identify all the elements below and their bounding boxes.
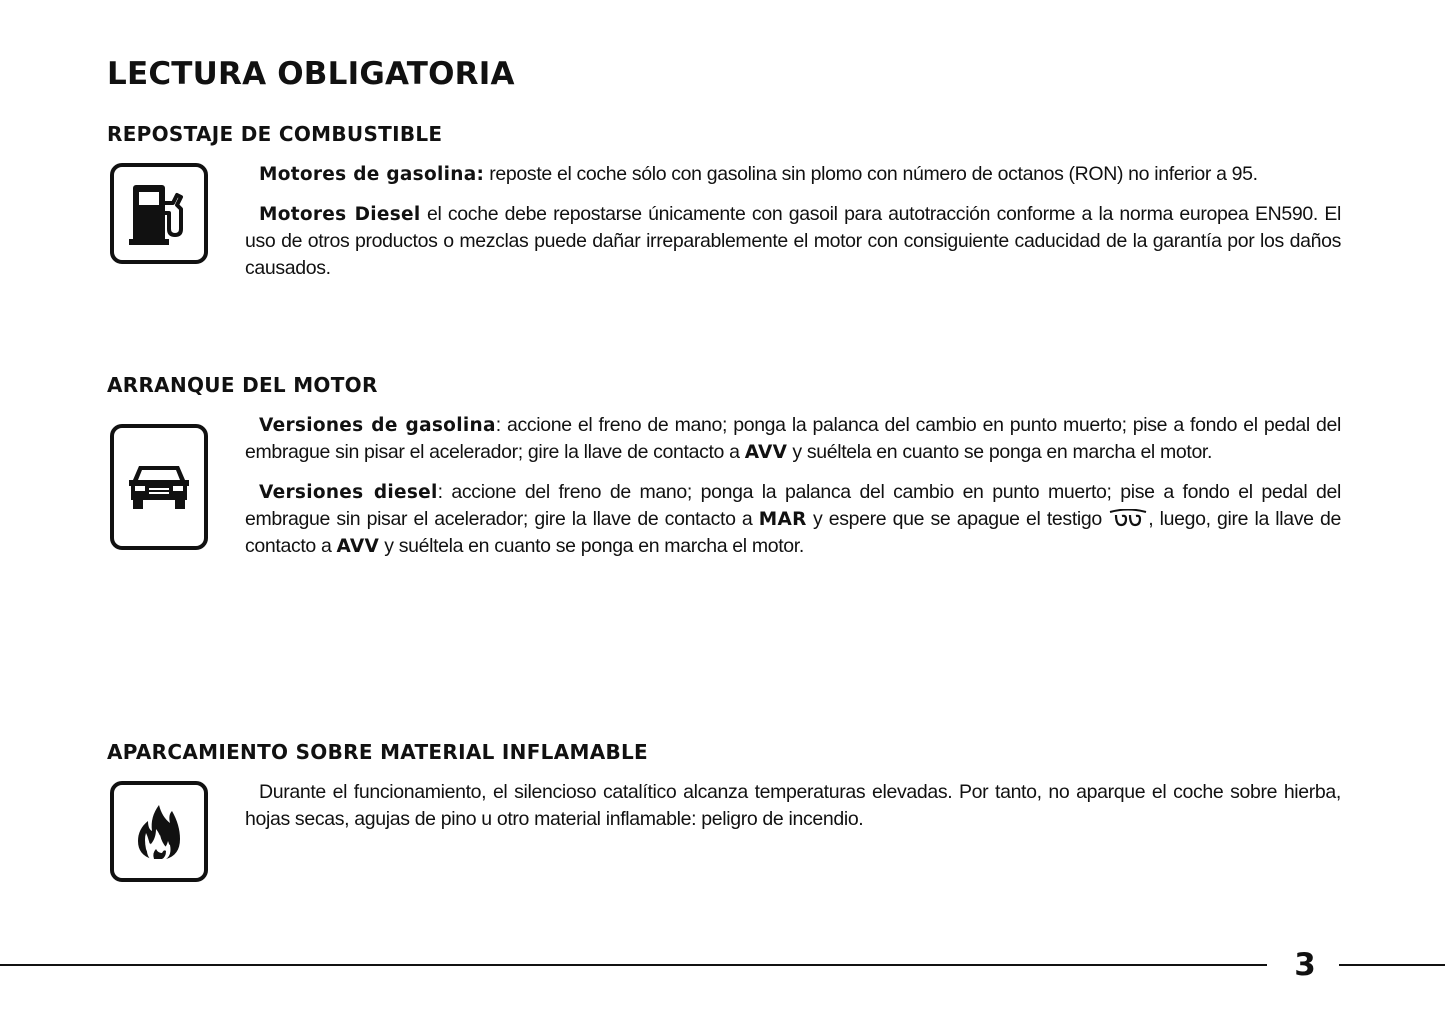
flammable-paragraph (245, 779, 1341, 833)
key-position-avv: AVV (744, 442, 788, 463)
fuel-paragraph-gasoline (245, 161, 1341, 188)
engine-paragraph-diesel (245, 479, 1341, 560)
flame-icon (136, 803, 182, 861)
engine-paragraph-gasoline (245, 412, 1341, 466)
glow-plug-icon (1108, 509, 1148, 527)
engine-gasoline-text-a: : accione el freno de mano; ponga la palanca del cambio en punto muerto; pise a fondo el pedal del embrague sin pisar el acelerador; gire la llave de contacto a (245, 414, 1341, 463)
section-heading-flammable: APARCAMIENTO SOBRE MATERIAL INFLAMABLE (107, 740, 649, 764)
car-icon-box (110, 424, 208, 550)
flammable-text-content: Durante el funcionamiento, el silencioso catalítico alcanza temperaturas elevadas. Por tanto, no aparque el coche sobre hierba, hojas secas, agujas de pino u otro material inflamable: peligro de incendio. (245, 781, 1341, 830)
fuel-paragraph-diesel (245, 201, 1341, 282)
engine-diesel-text-b: y espere que se apague el testigo (806, 508, 1109, 530)
key-position-mar: MAR (758, 509, 807, 530)
fuel-diesel-label: Motores Diesel (259, 204, 421, 225)
engine-gasoline-text-b: y suéltela en cuanto se ponga en marcha el motor. (787, 441, 1213, 463)
fuel-gasoline-label: Motores de gasolina: (259, 164, 485, 185)
engine-diesel-text-c: , luego, gire la llave de contacto a (245, 508, 1342, 557)
page-title: LECTURA OBLIGATORIA (107, 56, 515, 92)
footer-rule-right (1339, 964, 1445, 966)
section-heading-engine-start: ARRANQUE DEL MOTOR (107, 373, 378, 397)
fuel-pump-icon (129, 183, 189, 245)
section-heading-fuel: REPOSTAJE DE COMBUSTIBLE (107, 122, 443, 146)
flame-icon-box (110, 781, 208, 882)
page-number: 3 (1294, 947, 1316, 983)
engine-diesel-text-a: : accione del freno de mano; ponga la palanca del cambio en punto muerto; pise a fondo el pedal del embrague sin pisar el acelerador; gire la llave de contacto a (245, 481, 1341, 530)
engine-gasoline-label: Versiones de gasolina (259, 415, 496, 436)
car-front-icon (127, 464, 191, 510)
engine-start-text (245, 412, 1341, 573)
fuel-gasoline-text: reposte el coche sólo con gasolina sin plomo con número de octanos (RON) no inferior a 95. (484, 163, 1258, 185)
engine-diesel-text-d: y suéltela en cuanto se ponga en marcha el motor. (379, 535, 804, 557)
fuel-text (245, 161, 1341, 295)
key-position-avv-diesel: AVV (336, 536, 380, 557)
engine-diesel-label: Versiones diesel (259, 482, 438, 503)
fuel-diesel-text: el coche debe repostarse únicamente con gasoil para autotracción conforme a la norma europea EN590. El uso de otros productos o mezclas puede dañar irreparablemente el motor con consiguiente caducidad de la garantía por los daños causados. (245, 203, 1342, 279)
fuel-icon-box (110, 163, 208, 264)
flammable-text (245, 779, 1341, 846)
footer-rule-left (0, 964, 1267, 966)
